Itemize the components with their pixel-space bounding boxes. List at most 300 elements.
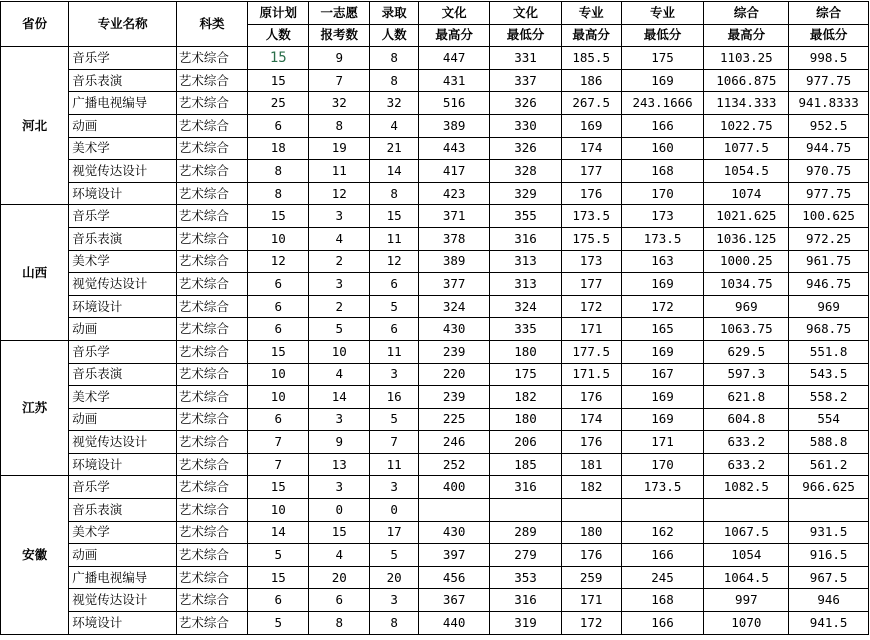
table-row xyxy=(1,499,869,522)
table-row xyxy=(1,273,869,296)
province-cell: 江苏 xyxy=(1,340,69,476)
culture-min-cell: 182 xyxy=(490,386,561,409)
major-cell: 美术学 xyxy=(69,250,177,273)
professional-min-cell: 243.1666 xyxy=(621,92,704,115)
header-professional-min-top: 专业 xyxy=(621,2,704,25)
category-cell: 艺术综合 xyxy=(176,453,247,476)
admitted-count-cell: 5 xyxy=(370,544,419,567)
major-cell: 美术学 xyxy=(69,137,177,160)
category-cell: 艺术综合 xyxy=(176,431,247,454)
category-cell: 艺术综合 xyxy=(176,92,247,115)
professional-max-cell: 186 xyxy=(561,69,621,92)
admitted-count-cell: 8 xyxy=(370,47,419,70)
composite-min-cell: 969 xyxy=(789,295,869,318)
admitted-count-cell: 3 xyxy=(370,589,419,612)
major-cell: 音乐学 xyxy=(69,476,177,499)
admitted-count-cell: 3 xyxy=(370,476,419,499)
major-cell: 环境设计 xyxy=(69,295,177,318)
professional-max-cell: 259 xyxy=(561,566,621,589)
culture-max-cell: 516 xyxy=(418,92,489,115)
culture-max-cell: 220 xyxy=(418,363,489,386)
first-choice-cell: 10 xyxy=(309,340,370,363)
plan-count-cell: 15 xyxy=(248,340,309,363)
header-professional-max-bottom: 最高分 xyxy=(561,24,621,47)
professional-min-cell: 168 xyxy=(621,160,704,183)
header-first-choice-top: 一志愿 xyxy=(309,2,370,25)
composite-min-cell: 966.625 xyxy=(789,476,869,499)
composite-min-cell: 977.75 xyxy=(789,182,869,205)
major-cell: 视觉传达设计 xyxy=(69,589,177,612)
first-choice-cell: 7 xyxy=(309,69,370,92)
composite-max-cell: 597.3 xyxy=(704,363,789,386)
composite-max-cell: 633.2 xyxy=(704,431,789,454)
culture-min-cell: 353 xyxy=(490,566,561,589)
table-row xyxy=(1,92,869,115)
culture-max-cell: 456 xyxy=(418,566,489,589)
culture-min-cell: 279 xyxy=(490,544,561,567)
category-cell: 艺术综合 xyxy=(176,612,247,635)
professional-max-cell: 169 xyxy=(561,114,621,137)
table-row xyxy=(1,295,869,318)
culture-min-cell: 337 xyxy=(490,69,561,92)
header-composite-max-top: 综合 xyxy=(704,2,789,25)
plan-count-cell: 5 xyxy=(248,612,309,635)
composite-max-cell: 1021.625 xyxy=(704,205,789,228)
category-cell: 艺术综合 xyxy=(176,363,247,386)
first-choice-cell: 9 xyxy=(309,47,370,70)
first-choice-cell: 4 xyxy=(309,227,370,250)
composite-min-cell: 946 xyxy=(789,589,869,612)
first-choice-cell: 8 xyxy=(309,612,370,635)
category-cell: 艺术综合 xyxy=(176,137,247,160)
category-cell: 艺术综合 xyxy=(176,499,247,522)
plan-count-cell: 8 xyxy=(248,160,309,183)
header-culture-max-bottom: 最高分 xyxy=(418,24,489,47)
composite-max-cell: 1077.5 xyxy=(704,137,789,160)
composite-max-cell: 1036.125 xyxy=(704,227,789,250)
major-cell: 音乐表演 xyxy=(69,363,177,386)
first-choice-cell: 0 xyxy=(309,499,370,522)
culture-min-cell: 330 xyxy=(490,114,561,137)
composite-min-cell: 972.25 xyxy=(789,227,869,250)
professional-min-cell: 245 xyxy=(621,566,704,589)
culture-min-cell: 180 xyxy=(490,408,561,431)
admitted-count-cell: 15 xyxy=(370,205,419,228)
culture-max-cell: 447 xyxy=(418,47,489,70)
province-cell: 河北 xyxy=(1,47,69,205)
culture-max-cell: 239 xyxy=(418,386,489,409)
table-row xyxy=(1,566,869,589)
plan-count-cell: 10 xyxy=(248,363,309,386)
professional-max-cell: 176 xyxy=(561,182,621,205)
professional-min-cell: 168 xyxy=(621,589,704,612)
professional-max-cell: 177 xyxy=(561,160,621,183)
culture-min-cell: 328 xyxy=(490,160,561,183)
culture-min-cell: 326 xyxy=(490,92,561,115)
composite-max-cell: 1063.75 xyxy=(704,318,789,341)
professional-max-cell: 181 xyxy=(561,453,621,476)
professional-min-cell: 166 xyxy=(621,114,704,137)
professional-min-cell: 169 xyxy=(621,273,704,296)
culture-min-cell: 355 xyxy=(490,205,561,228)
professional-max-cell: 180 xyxy=(561,521,621,544)
first-choice-cell: 32 xyxy=(309,92,370,115)
table-row xyxy=(1,318,869,341)
professional-max-cell: 172 xyxy=(561,295,621,318)
culture-min-cell: 324 xyxy=(490,295,561,318)
admitted-count-cell: 20 xyxy=(370,566,419,589)
composite-min-cell: 944.75 xyxy=(789,137,869,160)
culture-max-cell: 440 xyxy=(418,612,489,635)
professional-max-cell xyxy=(561,499,621,522)
plan-count-cell: 15 xyxy=(248,205,309,228)
table-row xyxy=(1,589,869,612)
category-cell: 艺术综合 xyxy=(176,408,247,431)
plan-count-cell: 6 xyxy=(248,318,309,341)
composite-min-cell: 558.2 xyxy=(789,386,869,409)
category-cell: 艺术综合 xyxy=(176,589,247,612)
composite-max-cell: 1134.333 xyxy=(704,92,789,115)
professional-max-cell: 182 xyxy=(561,476,621,499)
major-cell: 环境设计 xyxy=(69,612,177,635)
table-row xyxy=(1,431,869,454)
plan-count-cell: 10 xyxy=(248,386,309,409)
culture-max-cell: 377 xyxy=(418,273,489,296)
professional-min-cell: 160 xyxy=(621,137,704,160)
table-row xyxy=(1,544,869,567)
table-row xyxy=(1,137,869,160)
composite-min-cell: 543.5 xyxy=(789,363,869,386)
composite-min-cell: 916.5 xyxy=(789,544,869,567)
professional-min-cell: 162 xyxy=(621,521,704,544)
first-choice-cell: 2 xyxy=(309,250,370,273)
composite-min-cell: 968.75 xyxy=(789,318,869,341)
culture-max-cell: 239 xyxy=(418,340,489,363)
composite-max-cell: 997 xyxy=(704,589,789,612)
professional-max-cell: 176 xyxy=(561,544,621,567)
major-cell: 环境设计 xyxy=(69,182,177,205)
professional-min-cell: 171 xyxy=(621,431,704,454)
composite-max-cell: 1067.5 xyxy=(704,521,789,544)
composite-max-cell: 621.8 xyxy=(704,386,789,409)
admitted-count-cell: 5 xyxy=(370,408,419,431)
composite-max-cell: 629.5 xyxy=(704,340,789,363)
header-culture-min-top: 文化 xyxy=(490,2,561,25)
professional-max-cell: 174 xyxy=(561,137,621,160)
first-choice-cell: 20 xyxy=(309,566,370,589)
composite-min-cell: 588.8 xyxy=(789,431,869,454)
major-cell: 广播电视编导 xyxy=(69,92,177,115)
table-row xyxy=(1,408,869,431)
professional-min-cell: 173.5 xyxy=(621,476,704,499)
plan-count-cell: 5 xyxy=(248,544,309,567)
composite-min-cell: 551.8 xyxy=(789,340,869,363)
table-row xyxy=(1,476,869,499)
major-cell: 环境设计 xyxy=(69,453,177,476)
first-choice-cell: 6 xyxy=(309,589,370,612)
professional-min-cell xyxy=(621,499,704,522)
plan-count-cell: 15 xyxy=(248,476,309,499)
professional-min-cell: 167 xyxy=(621,363,704,386)
header-row-top xyxy=(1,2,869,25)
composite-min-cell: 941.8333 xyxy=(789,92,869,115)
category-cell: 艺术综合 xyxy=(176,566,247,589)
plan-count-cell: 15 xyxy=(248,69,309,92)
composite-max-cell: 633.2 xyxy=(704,453,789,476)
culture-max-cell: 324 xyxy=(418,295,489,318)
plan-count-cell: 15 xyxy=(248,566,309,589)
composite-min-cell: 931.5 xyxy=(789,521,869,544)
culture-max-cell: 443 xyxy=(418,137,489,160)
plan-count-cell: 14 xyxy=(248,521,309,544)
major-cell: 美术学 xyxy=(69,386,177,409)
admitted-count-cell: 17 xyxy=(370,521,419,544)
professional-min-cell: 169 xyxy=(621,408,704,431)
culture-max-cell: 371 xyxy=(418,205,489,228)
plan-count-cell: 10 xyxy=(248,227,309,250)
major-cell: 视觉传达设计 xyxy=(69,431,177,454)
professional-max-cell: 185.5 xyxy=(561,47,621,70)
table-row xyxy=(1,160,869,183)
header-composite-min-bottom: 最低分 xyxy=(789,24,869,47)
table-row xyxy=(1,47,869,70)
category-cell: 艺术综合 xyxy=(176,386,247,409)
professional-min-cell: 169 xyxy=(621,340,704,363)
major-cell: 视觉传达设计 xyxy=(69,273,177,296)
culture-max-cell: 378 xyxy=(418,227,489,250)
category-cell: 艺术综合 xyxy=(176,47,247,70)
admission-score-table xyxy=(0,1,869,635)
header-composite-max-bottom: 最高分 xyxy=(704,24,789,47)
professional-max-cell: 177 xyxy=(561,273,621,296)
culture-min-cell: 175 xyxy=(490,363,561,386)
admitted-count-cell: 14 xyxy=(370,160,419,183)
composite-max-cell: 1022.75 xyxy=(704,114,789,137)
header-admitted-bottom: 人数 xyxy=(370,24,419,47)
admitted-count-cell: 11 xyxy=(370,453,419,476)
composite-max-cell: 604.8 xyxy=(704,408,789,431)
plan-count-cell: 25 xyxy=(248,92,309,115)
first-choice-cell: 19 xyxy=(309,137,370,160)
composite-min-cell: 977.75 xyxy=(789,69,869,92)
composite-max-cell: 969 xyxy=(704,295,789,318)
category-cell: 艺术综合 xyxy=(176,205,247,228)
plan-count-cell: 6 xyxy=(248,295,309,318)
culture-min-cell: 316 xyxy=(490,227,561,250)
plan-count-cell: 7 xyxy=(248,453,309,476)
composite-min-cell: 946.75 xyxy=(789,273,869,296)
culture-min-cell: 313 xyxy=(490,250,561,273)
category-cell: 艺术综合 xyxy=(176,227,247,250)
professional-min-cell: 163 xyxy=(621,250,704,273)
culture-max-cell: 417 xyxy=(418,160,489,183)
header-admitted-top: 录取 xyxy=(370,2,419,25)
category-cell: 艺术综合 xyxy=(176,273,247,296)
composite-min-cell: 561.2 xyxy=(789,453,869,476)
professional-max-cell: 177.5 xyxy=(561,340,621,363)
major-cell: 音乐学 xyxy=(69,47,177,70)
category-cell: 艺术综合 xyxy=(176,295,247,318)
admitted-count-cell: 4 xyxy=(370,114,419,137)
category-cell: 艺术综合 xyxy=(176,476,247,499)
table-row xyxy=(1,250,869,273)
first-choice-cell: 3 xyxy=(309,476,370,499)
first-choice-cell: 2 xyxy=(309,295,370,318)
admitted-count-cell: 8 xyxy=(370,182,419,205)
plan-count-cell: 6 xyxy=(248,273,309,296)
composite-min-cell: 967.5 xyxy=(789,566,869,589)
plan-count-cell: 7 xyxy=(248,431,309,454)
table-row xyxy=(1,227,869,250)
first-choice-cell: 14 xyxy=(309,386,370,409)
admitted-count-cell: 7 xyxy=(370,431,419,454)
composite-max-cell: 1074 xyxy=(704,182,789,205)
culture-min-cell: 331 xyxy=(490,47,561,70)
first-choice-cell: 15 xyxy=(309,521,370,544)
category-cell: 艺术综合 xyxy=(176,250,247,273)
admitted-count-cell: 21 xyxy=(370,137,419,160)
culture-min-cell xyxy=(490,499,561,522)
header-professional-min-bottom: 最低分 xyxy=(621,24,704,47)
plan-count-cell: 12 xyxy=(248,250,309,273)
table-row xyxy=(1,205,869,228)
plan-count-cell: 18 xyxy=(248,137,309,160)
composite-min-cell: 554 xyxy=(789,408,869,431)
first-choice-cell: 3 xyxy=(309,205,370,228)
culture-min-cell: 329 xyxy=(490,182,561,205)
composite-min-cell: 941.5 xyxy=(789,612,869,635)
professional-min-cell: 166 xyxy=(621,544,704,567)
table-row xyxy=(1,182,869,205)
culture-max-cell: 389 xyxy=(418,114,489,137)
culture-min-cell: 319 xyxy=(490,612,561,635)
province-cell: 安徽 xyxy=(1,476,69,634)
culture-max-cell: 397 xyxy=(418,544,489,567)
major-cell: 动画 xyxy=(69,544,177,567)
composite-min-cell: 952.5 xyxy=(789,114,869,137)
admitted-count-cell: 0 xyxy=(370,499,419,522)
table-row xyxy=(1,453,869,476)
professional-min-cell: 173.5 xyxy=(621,227,704,250)
professional-max-cell: 175.5 xyxy=(561,227,621,250)
professional-max-cell: 172 xyxy=(561,612,621,635)
professional-max-cell: 171 xyxy=(561,318,621,341)
admitted-count-cell: 32 xyxy=(370,92,419,115)
culture-min-cell: 326 xyxy=(490,137,561,160)
major-cell: 美术学 xyxy=(69,521,177,544)
category-cell: 艺术综合 xyxy=(176,114,247,137)
category-cell: 艺术综合 xyxy=(176,69,247,92)
composite-min-cell: 100.625 xyxy=(789,205,869,228)
admitted-count-cell: 11 xyxy=(370,340,419,363)
major-cell: 动画 xyxy=(69,114,177,137)
composite-max-cell: 1000.25 xyxy=(704,250,789,273)
professional-max-cell: 173.5 xyxy=(561,205,621,228)
professional-min-cell: 170 xyxy=(621,182,704,205)
major-cell: 音乐表演 xyxy=(69,69,177,92)
plan-count-cell: 6 xyxy=(248,589,309,612)
category-cell: 艺术综合 xyxy=(176,340,247,363)
professional-min-cell: 165 xyxy=(621,318,704,341)
header-category: 科类 xyxy=(176,2,247,47)
plan-count-cell: 6 xyxy=(248,114,309,137)
admitted-count-cell: 8 xyxy=(370,612,419,635)
professional-max-cell: 171.5 xyxy=(561,363,621,386)
professional-max-cell: 174 xyxy=(561,408,621,431)
first-choice-cell: 3 xyxy=(309,273,370,296)
culture-max-cell: 367 xyxy=(418,589,489,612)
culture-min-cell: 316 xyxy=(490,476,561,499)
plan-count-cell: 15 xyxy=(248,47,309,70)
culture-min-cell: 313 xyxy=(490,273,561,296)
culture-max-cell xyxy=(418,499,489,522)
professional-max-cell: 173 xyxy=(561,250,621,273)
culture-max-cell: 431 xyxy=(418,69,489,92)
major-cell: 音乐表演 xyxy=(69,499,177,522)
first-choice-cell: 5 xyxy=(309,318,370,341)
header-culture-max-top: 文化 xyxy=(418,2,489,25)
table-row xyxy=(1,521,869,544)
admitted-count-cell: 3 xyxy=(370,363,419,386)
header-first-choice-bottom: 报考数 xyxy=(309,24,370,47)
table-row xyxy=(1,612,869,635)
first-choice-cell: 11 xyxy=(309,160,370,183)
admitted-count-cell: 12 xyxy=(370,250,419,273)
composite-max-cell: 1070 xyxy=(704,612,789,635)
table-row xyxy=(1,363,869,386)
major-cell: 音乐学 xyxy=(69,340,177,363)
table-row xyxy=(1,69,869,92)
table-header xyxy=(1,2,869,47)
composite-max-cell: 1103.25 xyxy=(704,47,789,70)
header-culture-min-bottom: 最低分 xyxy=(490,24,561,47)
category-cell: 艺术综合 xyxy=(176,182,247,205)
professional-min-cell: 172 xyxy=(621,295,704,318)
major-cell: 视觉传达设计 xyxy=(69,160,177,183)
professional-min-cell: 170 xyxy=(621,453,704,476)
culture-max-cell: 252 xyxy=(418,453,489,476)
admitted-count-cell: 6 xyxy=(370,273,419,296)
composite-min-cell: 970.75 xyxy=(789,160,869,183)
composite-max-cell: 1054.5 xyxy=(704,160,789,183)
composite-min-cell: 961.75 xyxy=(789,250,869,273)
culture-max-cell: 400 xyxy=(418,476,489,499)
plan-count-cell: 6 xyxy=(248,408,309,431)
plan-count-cell: 8 xyxy=(248,182,309,205)
composite-max-cell: 1054 xyxy=(704,544,789,567)
table-row xyxy=(1,114,869,137)
header-major: 专业名称 xyxy=(69,2,177,47)
culture-max-cell: 430 xyxy=(418,318,489,341)
culture-min-cell: 335 xyxy=(490,318,561,341)
composite-max-cell: 1082.5 xyxy=(704,476,789,499)
header-plan-bottom: 人数 xyxy=(248,24,309,47)
professional-min-cell: 175 xyxy=(621,47,704,70)
admitted-count-cell: 16 xyxy=(370,386,419,409)
professional-min-cell: 166 xyxy=(621,612,704,635)
first-choice-cell: 8 xyxy=(309,114,370,137)
major-cell: 广播电视编导 xyxy=(69,566,177,589)
major-cell: 动画 xyxy=(69,318,177,341)
professional-min-cell: 169 xyxy=(621,69,704,92)
composite-max-cell: 1066.875 xyxy=(704,69,789,92)
professional-max-cell: 176 xyxy=(561,386,621,409)
category-cell: 艺术综合 xyxy=(176,544,247,567)
culture-max-cell: 246 xyxy=(418,431,489,454)
header-province: 省份 xyxy=(1,2,69,47)
admitted-count-cell: 5 xyxy=(370,295,419,318)
category-cell: 艺术综合 xyxy=(176,160,247,183)
